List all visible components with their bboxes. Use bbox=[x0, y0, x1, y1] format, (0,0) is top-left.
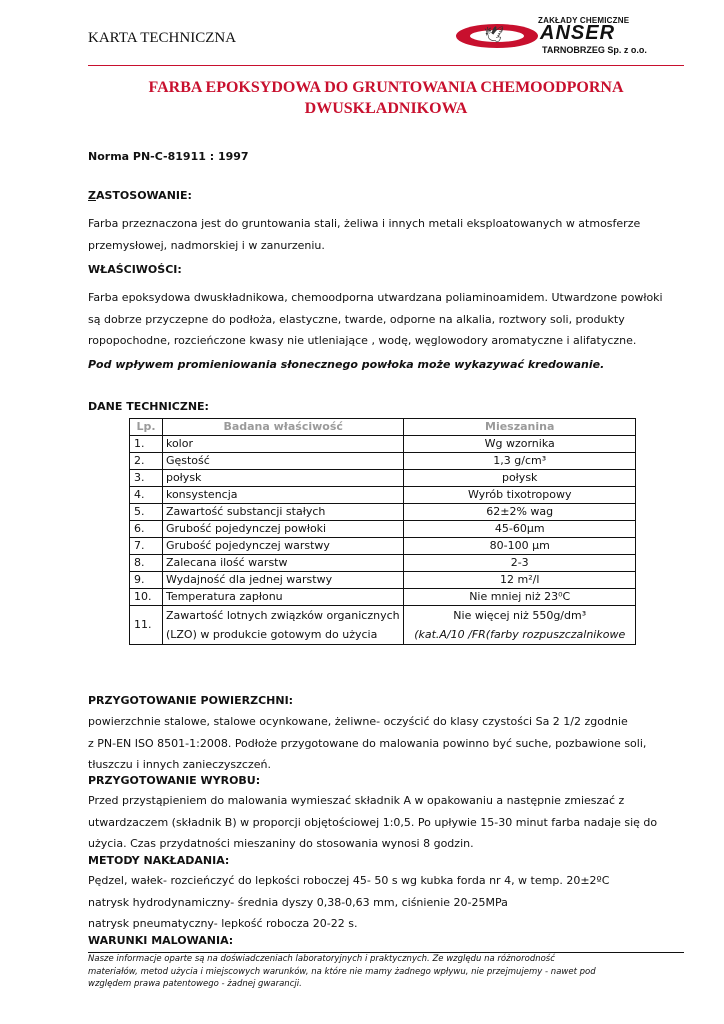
wlasciwosci-line-2: są dobrze przyczepne do podłoża, elastyczne, twarde, odporne na alkalia, roztwory soli, produkty bbox=[88, 312, 625, 326]
metody-line-3: natrysk pneumatyczny- lepkość robocza 20-22 s. bbox=[88, 917, 358, 930]
table-row bbox=[130, 589, 636, 606]
row-property: Zalecana ilość warstw bbox=[162, 555, 403, 572]
footer-line-2: materiałów, metod użycia i miejscowych warunków, na które nie mamy żadnego wpływu, nie przejmujemy - nawet pod bbox=[88, 966, 596, 977]
row-property-line-1: Zawartość lotnych związków organicznych bbox=[165, 609, 400, 622]
page-title bbox=[88, 77, 684, 119]
powierzchnia-line-2: z PN-EN ISO 8501-1:2008. Podłoże przygotowane do malowania powinno być suche, pozbawione soli, bbox=[88, 736, 647, 750]
wyrob-line-3: użycia. Czas przydatności mieszaniny do stosowania wynosi 8 godzin. bbox=[88, 837, 474, 850]
row-value: 80-100 µm bbox=[404, 538, 636, 555]
row-lp: 10. bbox=[130, 589, 163, 606]
row-property: Wydajność dla jednej warstwy bbox=[162, 572, 403, 589]
row-value: Wyrób tixotropowy bbox=[404, 487, 636, 504]
title-line-1: FARBA EPOKSYDOWA DO GRUNTOWANIA CHEMOODPORNA bbox=[148, 79, 624, 96]
section-metody-heading: METODY NAKŁADANIA: bbox=[88, 854, 230, 867]
row-value-line-2: (kat.A/10 /FR(farby rozpuszczalnikowe bbox=[414, 628, 626, 641]
table-row bbox=[130, 606, 636, 645]
wyrob-line-2: utwardzaczem (składnik B) w proporcji objętościowej 1:0,5. Po upływie 15-30 minut farba nadaje się do bbox=[88, 815, 658, 829]
zastosowanie-heading-rest: ASTOSOWANIE: bbox=[95, 189, 192, 202]
wlasciwosci-text bbox=[88, 287, 663, 352]
row-property: Temperatura zapłonu bbox=[162, 589, 403, 606]
row-property: połysk bbox=[162, 470, 403, 487]
row-value: 12 m²/l bbox=[404, 572, 636, 589]
section-wlasciwosci-heading: WŁAŚCIWOŚCI: bbox=[88, 263, 182, 276]
wlasciwosci-line-1: Farba epoksydowa dwuskładnikowa, chemoodporna utwardzana poliaminoamidem. Utwardzone powłoki bbox=[88, 291, 663, 304]
section-wyrob-heading: PRZYGOTOWANIE WYROBU: bbox=[88, 774, 261, 787]
row-lp: 11. bbox=[130, 606, 163, 645]
technical-data-table bbox=[129, 418, 636, 645]
row-property: konsystencja bbox=[162, 487, 403, 504]
table-row bbox=[130, 487, 636, 504]
row-value: połysk bbox=[404, 470, 636, 487]
powierzchnia-line-1: powierzchnie stalowe, stalowe ocynkowane, żeliwne- oczyścić do klasy czystości Sa 2 1/2 zgodnie bbox=[88, 715, 628, 728]
row-value: 45-60µm bbox=[404, 521, 636, 538]
table-row bbox=[130, 453, 636, 470]
title-line-2: DWUSKŁADNIKOWA bbox=[304, 100, 468, 117]
row-lp: 4. bbox=[130, 487, 163, 504]
wlasciwosci-line-3: ropopochodne, rozcieńczone kwasy nie utleniające , wodę, węglowodory aromatyczne i alifatyczne. bbox=[88, 334, 637, 347]
row-value bbox=[404, 606, 636, 645]
section-powierzchnia-heading: PRZYGOTOWANIE POWIERZCHNI: bbox=[88, 694, 294, 707]
row-lp: 6. bbox=[130, 521, 163, 538]
row-property: Gęstość bbox=[162, 453, 403, 470]
table-row bbox=[130, 470, 636, 487]
table-row bbox=[130, 572, 636, 589]
row-lp: 1. bbox=[130, 436, 163, 453]
col-header-mixture: Mieszanina bbox=[404, 419, 636, 436]
row-lp: 3. bbox=[130, 470, 163, 487]
table-row bbox=[130, 521, 636, 538]
row-lp: 8. bbox=[130, 555, 163, 572]
row-property: Grubość pojedynczej powłoki bbox=[162, 521, 403, 538]
powierzchnia-line-3: tłuszczu i innych zanieczyszczeń. bbox=[88, 758, 271, 771]
document-type: KARTA TECHNICZNA bbox=[88, 30, 237, 46]
wyrob-line-1: Przed przystąpieniem do malowania wymieszać składnik A w opakowaniu a następnie zmieszać z bbox=[88, 794, 625, 807]
row-value: Wg wzornika bbox=[404, 436, 636, 453]
header-divider bbox=[88, 65, 684, 66]
table-row bbox=[130, 555, 636, 572]
row-lp: 2. bbox=[130, 453, 163, 470]
footer-line-1: Nasze informacje oparte są na doświadczeniach laboratoryjnych i praktycznych. Ze względu na różnorodność bbox=[88, 954, 555, 964]
row-property bbox=[162, 606, 403, 645]
bird-icon: 🕊 bbox=[484, 25, 505, 44]
wyrob-text bbox=[88, 790, 657, 855]
row-value-line-1: Nie więcej niż 550g/dm³ bbox=[453, 609, 587, 622]
zastosowanie-text bbox=[88, 213, 640, 256]
powierzchnia-text bbox=[88, 711, 646, 776]
row-property-line-2: (LZO) w produkcie gotowym do użycia bbox=[165, 628, 378, 641]
row-value: Nie mniej niż 23⁰C bbox=[404, 589, 636, 606]
row-value: 2-3 bbox=[404, 555, 636, 572]
logo-top-text: ZAKŁADY CHEMICZNE bbox=[538, 16, 630, 25]
row-property: Grubość pojedynczej warstwy bbox=[162, 538, 403, 555]
zastosowanie-line-2: przemysłowej, nadmorskiej i w zanurzeniu. bbox=[88, 238, 325, 252]
row-lp: 9. bbox=[130, 572, 163, 589]
row-lp: 5. bbox=[130, 504, 163, 521]
col-header-lp: Lp. bbox=[130, 419, 163, 436]
table-header-row bbox=[130, 419, 636, 436]
table-row bbox=[130, 504, 636, 521]
logo-emblem bbox=[456, 24, 538, 48]
metody-line-1: Pędzel, wałek- rozcieńczyć do lepkości roboczej 45- 50 s wg kubka forda nr 4, w temp. 20±2ºC bbox=[88, 874, 610, 887]
logo-subtitle: TARNOBRZEG Sp. z o.o. bbox=[542, 45, 647, 55]
section-warunki-heading: WARUNKI MALOWANIA: bbox=[88, 934, 234, 947]
section-zastosowanie-heading: ZASTOSOWANIE: bbox=[88, 189, 192, 202]
metody-text bbox=[88, 870, 609, 935]
zastosowanie-line-1: Farba przeznaczona jest do gruntowania stali, żeliwa i innych metali eksploatowanych w atmosferze bbox=[88, 217, 641, 230]
logo-name: ANSER bbox=[540, 22, 616, 44]
footer-disclaimer bbox=[88, 953, 684, 991]
metody-line-2: natrysk hydrodynamiczny- średnia dyszy 0,38-0,63 mm, ciśnienie 20-25MPa bbox=[88, 895, 508, 909]
company-logo bbox=[456, 16, 684, 58]
norm-label: Norma PN-C-81911 : 1997 bbox=[88, 150, 249, 163]
row-property: kolor bbox=[162, 436, 403, 453]
section-dane-heading: DANE TECHNICZNE: bbox=[88, 400, 209, 413]
wlasciwosci-note: Pod wpływem promieniowania słonecznego powłoka może wykazywać kredowanie. bbox=[88, 358, 605, 371]
table-row bbox=[130, 436, 636, 453]
footer-line-3: względem prawa patentowego - żadnej gwarancji. bbox=[88, 979, 302, 989]
row-property: Zawartość substancji stałych bbox=[162, 504, 403, 521]
col-header-property: Badana właściwość bbox=[162, 419, 403, 436]
row-lp: 7. bbox=[130, 538, 163, 555]
row-value: 62±2% wag bbox=[404, 504, 636, 521]
row-value: 1,3 g/cm³ bbox=[404, 453, 636, 470]
table-row bbox=[130, 538, 636, 555]
